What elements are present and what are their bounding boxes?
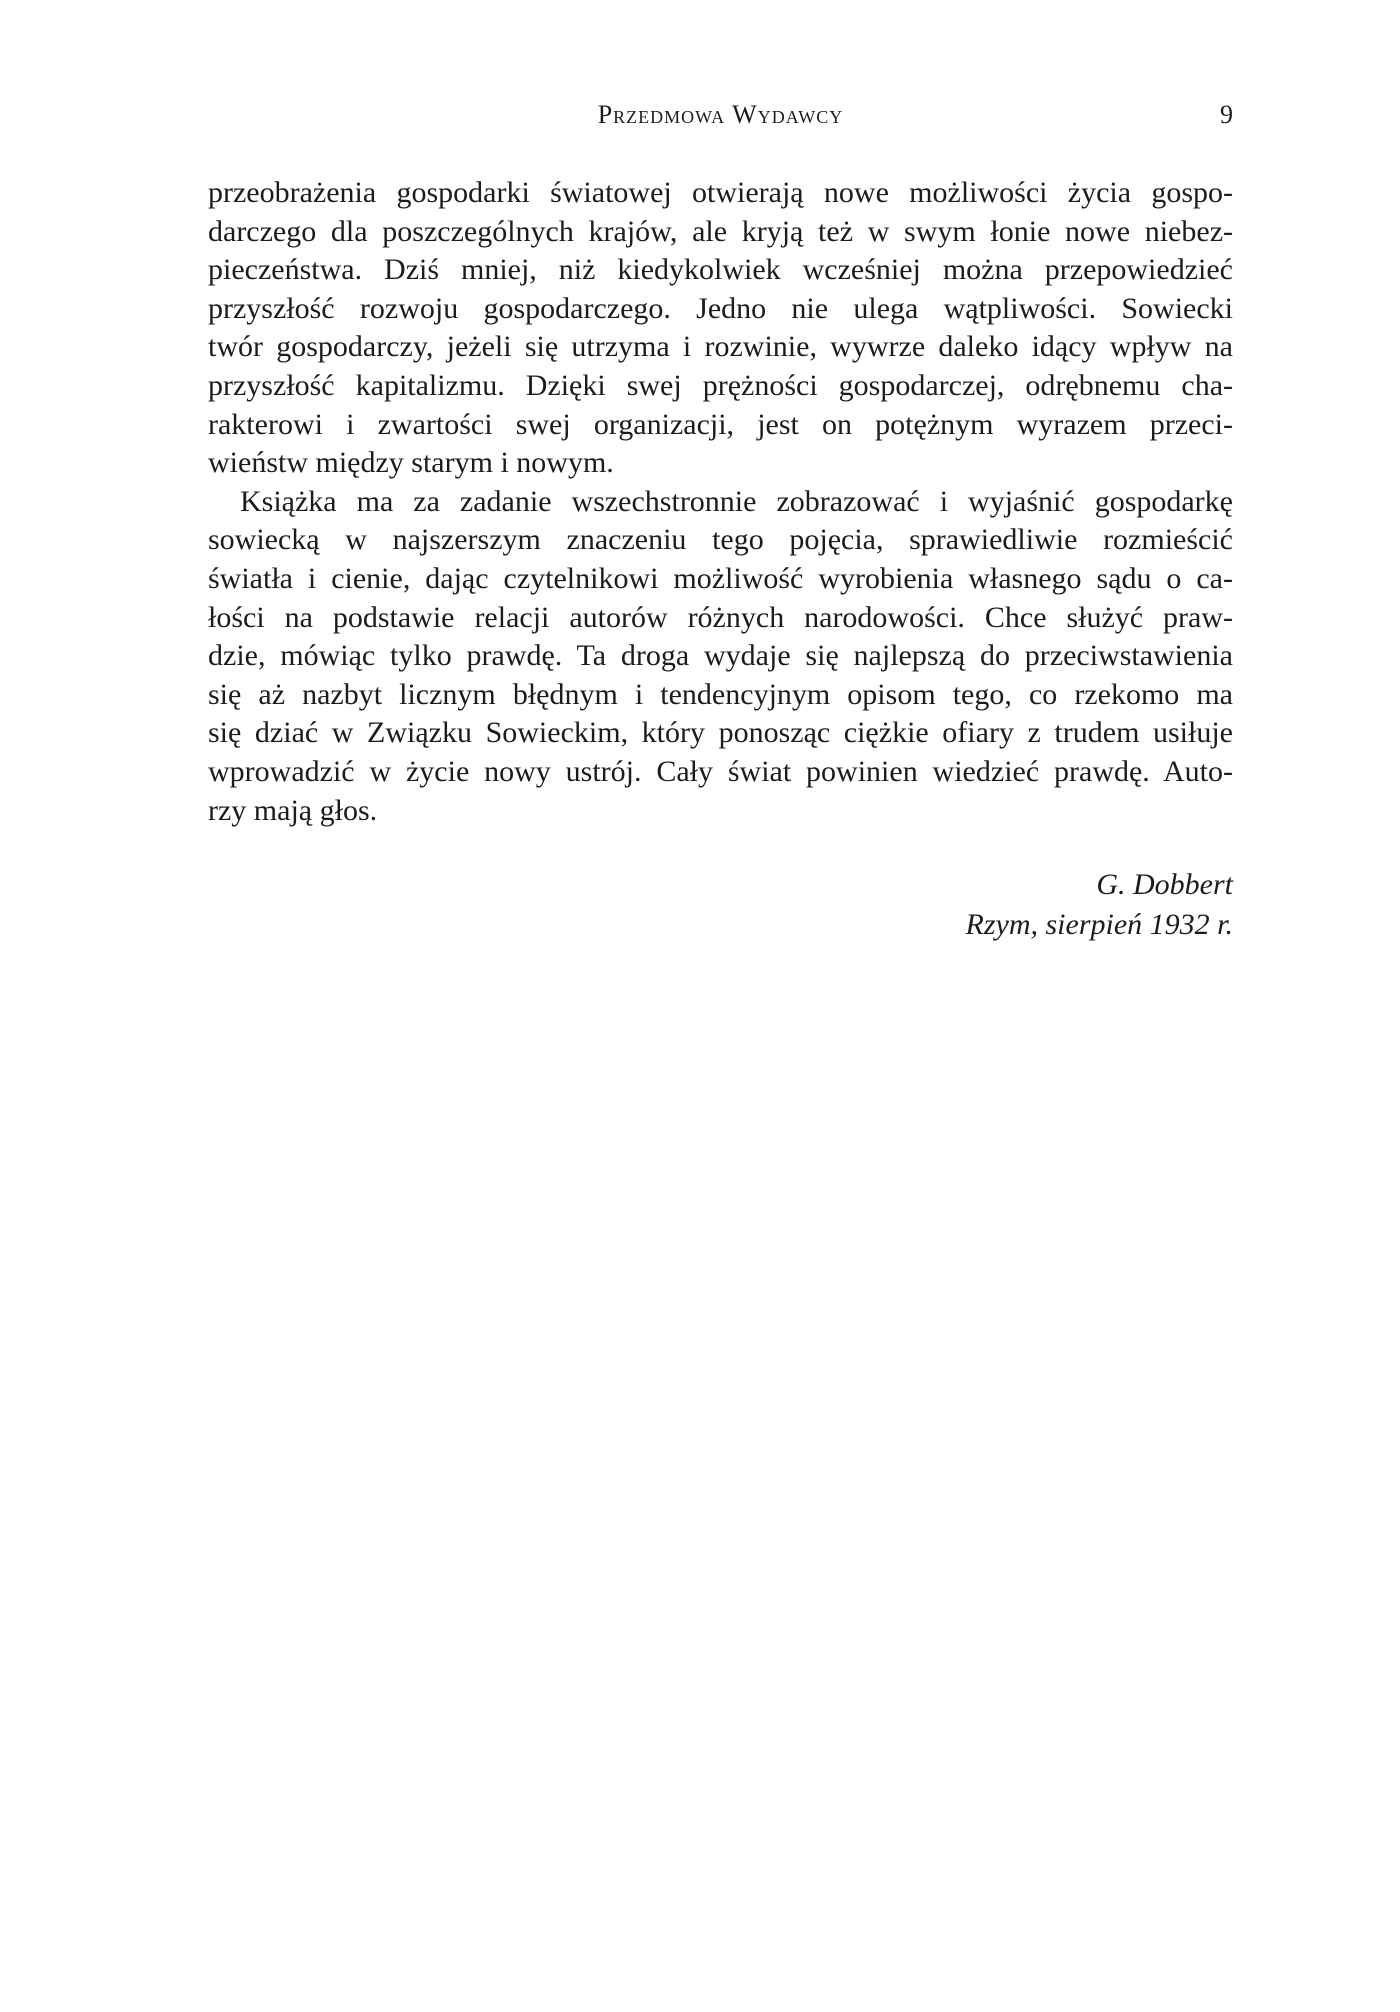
- paragraph-1: [208, 174, 1233, 483]
- text-line: pieczeństwa. Dziś mniej, niż kiedykolwiek wcześniej można przepowiedzieć: [208, 253, 1233, 287]
- text-line: rakterowi i zwartości swej organizacji, jest on potężnym wyrazem przeci-: [208, 407, 1233, 441]
- text-line: dzie, mówiąc tylko prawdę. Ta droga wydaje się najlepszą do przeciwstawienia: [208, 639, 1233, 673]
- running-title: Przedmowa Wydawcy: [597, 100, 844, 129]
- signature-name: G. Dobbert: [1096, 868, 1233, 901]
- text-line: się aż nazbyt licznym błędnym i tendencyjnym opisom tego, co rzekomo ma: [208, 677, 1233, 711]
- running-header: [208, 100, 1233, 136]
- text-line: Książka ma za zadanie wszechstronnie zobrazować i wyjaśnić gospodarkę: [240, 484, 1233, 518]
- signature-place-date: Rzym, sierpień 1932 r.: [965, 908, 1233, 941]
- paragraph-2: [208, 483, 1233, 830]
- page-number: 9: [1220, 100, 1233, 129]
- text-line: sowiecką w najszerszym znaczeniu tego pojęcia, sprawiedliwie rozmieścić: [208, 523, 1233, 557]
- text-line: rzy mają głos.: [208, 793, 378, 827]
- text-line: przeobrażenia gospodarki światowej otwierają nowe możliwości życia gospo-: [208, 176, 1233, 209]
- text-line: światła i cienie, dając czytelnikowi możliwość wyrobienia własnego sądu o ca-: [208, 561, 1233, 595]
- text-line: darczego dla poszczególnych krajów, ale kryją też w swym łonie nowe niebez-: [208, 214, 1233, 248]
- text-line: wieństw między starym i nowym.: [208, 446, 614, 480]
- text-line: przyszłość kapitalizmu. Dzięki swej prężności gospodarczej, odrębnemu cha-: [208, 368, 1233, 402]
- signature-block: [208, 865, 1233, 945]
- text-line: łości na podstawie relacji autorów różnych narodowości. Chce służyć praw-: [208, 600, 1233, 634]
- text-line: twór gospodarczy, jeżeli się utrzyma i rozwinie, wywrze daleko idący wpływ na: [208, 330, 1233, 364]
- body-text: [208, 174, 1233, 830]
- text-line: przyszłość rozwoju gospodarczego. Jedno nie ulega wątpliwości. Sowiecki: [208, 291, 1233, 325]
- text-line: się dziać w Związku Sowieckim, który ponosząc ciężkie ofiary z trudem usiłuje: [208, 716, 1233, 750]
- text-line: wprowadzić w życie nowy ustrój. Cały świat powinien wiedzieć prawdę. Auto-: [208, 754, 1233, 788]
